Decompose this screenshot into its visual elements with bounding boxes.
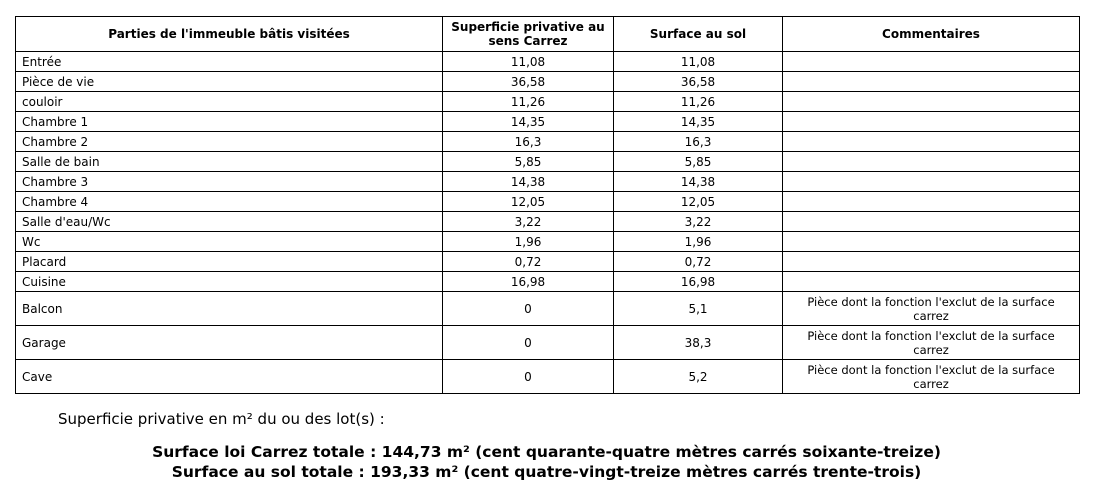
table-row	[16, 92, 1080, 112]
table-row	[16, 172, 1080, 192]
table-row	[16, 132, 1080, 152]
carrez-value: 0,72	[443, 252, 614, 272]
room-name: Entrée	[16, 52, 443, 72]
sol-total: Surface au sol totale : 193,33 m² (cent quatre-vingt-treize mètres carrés trente-trois)	[171, 463, 922, 481]
carrez-value: 11,08	[443, 52, 614, 72]
summary-label: Superficie privative en m² du ou des lot(s) :	[58, 410, 385, 428]
table-row	[16, 112, 1080, 132]
room-name: Chambre 2	[16, 132, 443, 152]
header-surface-au-sol: Surface au sol	[614, 17, 783, 52]
carrez-value: 0	[443, 292, 614, 326]
table-row	[16, 252, 1080, 272]
comment-cell: Pièce dont la fonction l'exclut de la surface carrez	[783, 292, 1080, 326]
carrez-value: 14,35	[443, 112, 614, 132]
sol-value: 11,08	[614, 52, 783, 72]
table-row	[16, 326, 1080, 360]
carrez-value: 5,85	[443, 152, 614, 172]
surfaces-table	[15, 16, 1080, 394]
table-row	[16, 192, 1080, 212]
room-name: Chambre 4	[16, 192, 443, 212]
sol-value: 12,05	[614, 192, 783, 212]
comment-cell	[783, 252, 1080, 272]
comment-cell: Pièce dont la fonction l'exclut de la surface carrez	[783, 360, 1080, 394]
carrez-value: 14,38	[443, 172, 614, 192]
sol-value: 16,98	[614, 272, 783, 292]
table-row	[16, 52, 1080, 72]
comment-cell: Pièce dont la fonction l'exclut de la surface carrez	[783, 326, 1080, 360]
carrez-value: 3,22	[443, 212, 614, 232]
table-row	[16, 212, 1080, 232]
room-name: Cave	[16, 360, 443, 394]
room-name: Salle de bain	[16, 152, 443, 172]
comment-cell	[783, 52, 1080, 72]
carrez-value: 1,96	[443, 232, 614, 252]
sol-value: 11,26	[614, 92, 783, 112]
carrez-value: 16,3	[443, 132, 614, 152]
carrez-value: 0	[443, 326, 614, 360]
carrez-value: 11,26	[443, 92, 614, 112]
sol-value: 38,3	[614, 326, 783, 360]
room-name: couloir	[16, 92, 443, 112]
comment-cell	[783, 152, 1080, 172]
carrez-value: 36,58	[443, 72, 614, 92]
sol-value: 16,3	[614, 132, 783, 152]
table-row	[16, 152, 1080, 172]
room-name: Pièce de vie	[16, 72, 443, 92]
table-row	[16, 72, 1080, 92]
sol-value: 5,1	[614, 292, 783, 326]
sol-value: 14,38	[614, 172, 783, 192]
comment-cell	[783, 112, 1080, 132]
room-name: Cuisine	[16, 272, 443, 292]
sol-value: 1,96	[614, 232, 783, 252]
comment-cell	[783, 72, 1080, 92]
table-row	[16, 232, 1080, 252]
table-row	[16, 292, 1080, 326]
carrez-total: Surface loi Carrez totale : 144,73 m² (cent quarante-quatre mètres carrés soixante-treize)	[152, 443, 941, 461]
comment-cell	[783, 92, 1080, 112]
room-name: Wc	[16, 232, 443, 252]
room-name: Balcon	[16, 292, 443, 326]
room-name: Placard	[16, 252, 443, 272]
header-commentaires: Commentaires	[783, 17, 1080, 52]
comment-cell	[783, 192, 1080, 212]
table-header-row	[16, 17, 1080, 52]
carrez-value: 0	[443, 360, 614, 394]
sol-value: 5,85	[614, 152, 783, 172]
header-superficie-carrez: Superficie privative au sens Carrez	[443, 17, 614, 52]
room-name: Chambre 1	[16, 112, 443, 132]
carrez-value: 16,98	[443, 272, 614, 292]
comment-cell	[783, 212, 1080, 232]
sol-value: 36,58	[614, 72, 783, 92]
sol-value: 14,35	[614, 112, 783, 132]
sol-value: 3,22	[614, 212, 783, 232]
comment-cell	[783, 132, 1080, 152]
sol-value: 0,72	[614, 252, 783, 272]
room-name: Garage	[16, 326, 443, 360]
table-row	[16, 360, 1080, 394]
comment-cell	[783, 272, 1080, 292]
room-name: Chambre 3	[16, 172, 443, 192]
sol-value: 5,2	[614, 360, 783, 394]
comment-cell	[783, 232, 1080, 252]
comment-cell	[783, 172, 1080, 192]
table-row	[16, 272, 1080, 292]
carrez-value: 12,05	[443, 192, 614, 212]
header-parts-visitees: Parties de l'immeuble bâtis visitées	[16, 17, 443, 52]
room-name: Salle d'eau/Wc	[16, 212, 443, 232]
